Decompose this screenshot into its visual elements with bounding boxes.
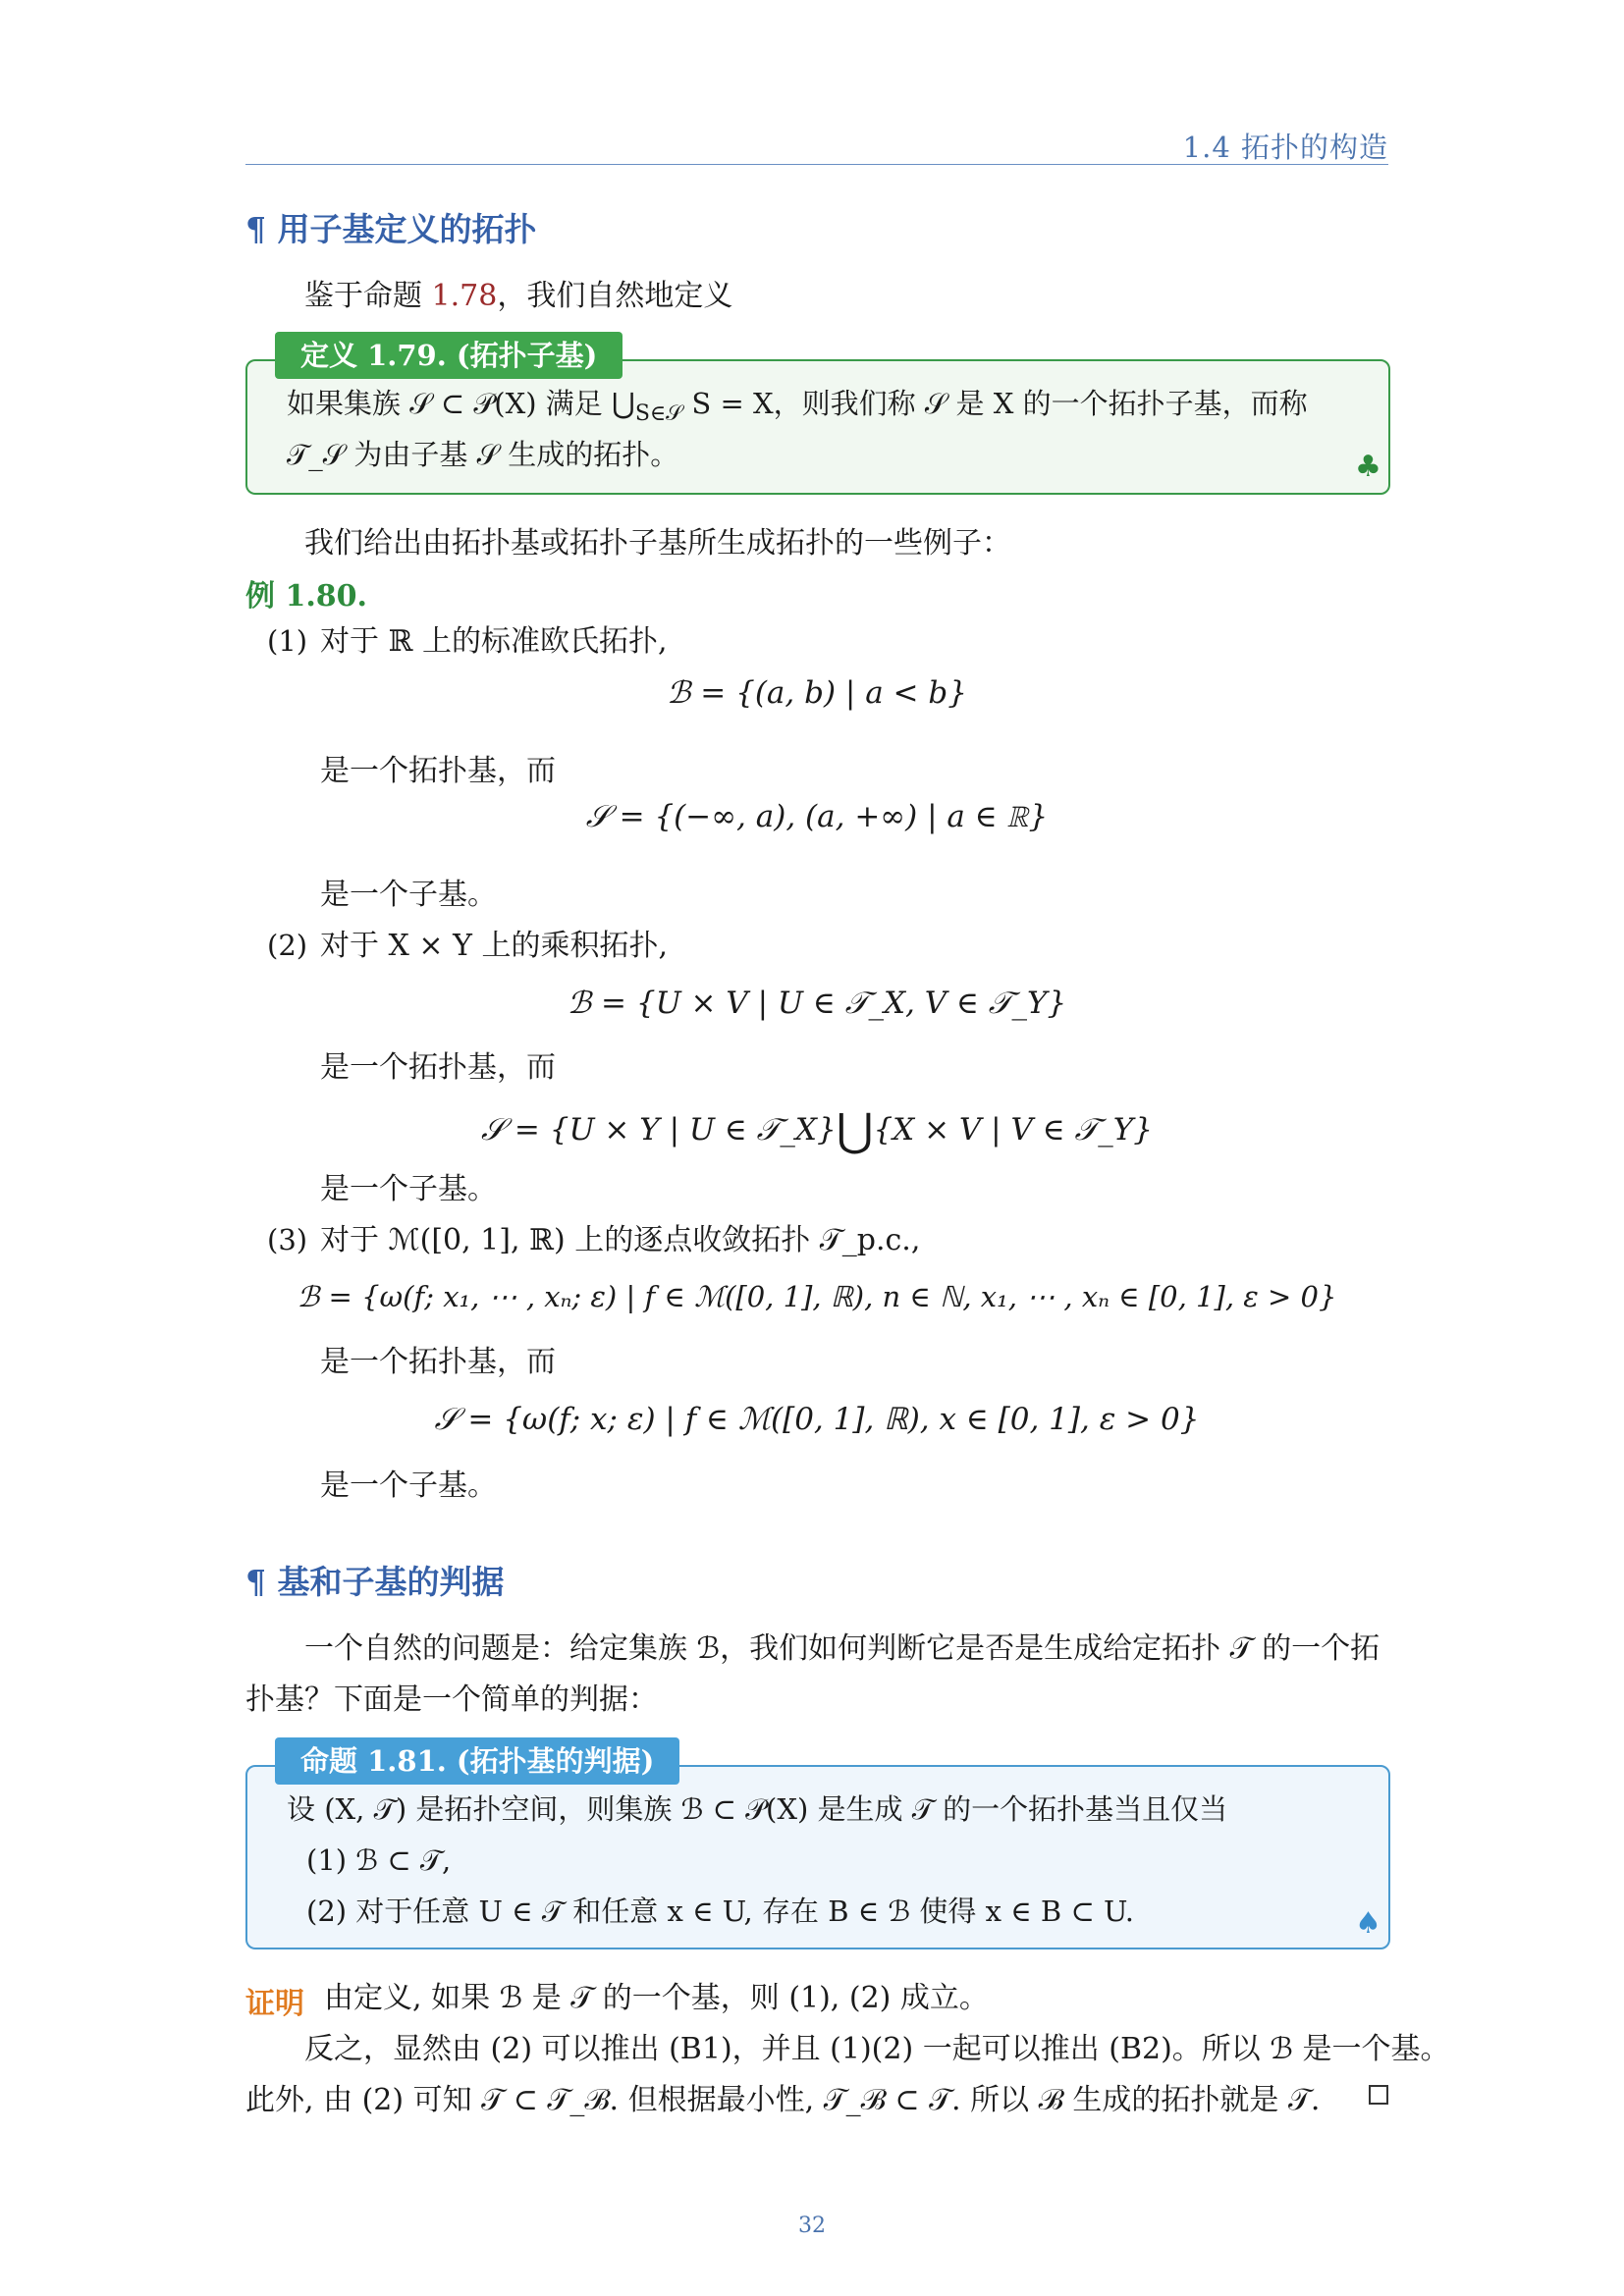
item-number-2: (2) bbox=[267, 929, 308, 962]
example-title: 例 1.80. bbox=[245, 579, 367, 614]
math-subbase-product-b: {X × V | V ∈ 𝒯_Y} bbox=[873, 1112, 1153, 1148]
math-subbase-pointwise: 𝒮 = {ω(f; x; ε) | f ∈ ℳ([0, 1], ℝ), x ∈ [0, 1], ε > 0} bbox=[434, 1402, 1200, 1437]
item-number-1: (1) bbox=[267, 624, 308, 658]
math-subbase-reals: 𝒮 = {(−∞, a), (a, +∞) | a ∈ ℝ} bbox=[585, 799, 1049, 834]
math-base-product: ℬ = {U × V | U ∈ 𝒯_X, V ∈ 𝒯_Y} bbox=[567, 986, 1067, 1021]
def-sub: S∈𝒮 bbox=[634, 400, 683, 426]
proposition-tab: 命题 1.81. (拓扑基的判据) bbox=[275, 1737, 679, 1785]
section-title-criteria: ¶ 基和子基的判据 bbox=[245, 1563, 505, 1601]
section-title-subbase: ¶ 用子基定义的拓扑 bbox=[245, 210, 537, 248]
ref-link-1-78[interactable]: 1.78 bbox=[431, 279, 498, 313]
item-2-sub-text: 是一个子基。 bbox=[320, 1172, 497, 1206]
proposition-line-1: 设 (X, 𝒯) 是拓扑空间，则集族 ℬ ⊂ 𝒫(X) 是生成 𝒯 的一个拓扑基当且仅当 bbox=[287, 1792, 1228, 1826]
examples-lead: 我们给出由拓扑基或拓扑子基所生成拓扑的一些例子： bbox=[304, 526, 1011, 561]
header-rule bbox=[245, 164, 1388, 165]
item-3-text: 对于 ℳ([0, 1], ℝ) 上的逐点收敛拓扑 𝒯_p.c., bbox=[320, 1223, 921, 1257]
item-1-base-text: 是一个拓扑基，而 bbox=[320, 754, 556, 788]
intro-text: 鉴于命题 bbox=[304, 279, 432, 313]
criteria-paragraph-line-2: 扑基？下面是一个简单的判据： bbox=[245, 1682, 658, 1717]
intro-paragraph bbox=[304, 271, 732, 322]
qed-box-icon bbox=[1369, 2085, 1388, 2105]
item-3-base-text: 是一个拓扑基，而 bbox=[320, 1345, 556, 1379]
item-1-sub-text: 是一个子基。 bbox=[320, 878, 497, 912]
proposition-condition-2: (2) 对于任意 U ∈ 𝒯 和任意 x ∈ U, 存在 B ∈ ℬ 使得 x ∈ B ⊂ U. bbox=[306, 1895, 1134, 1928]
intro-text-end: ，我们自然地定义 bbox=[497, 279, 733, 313]
item-2-base-text: 是一个拓扑基，而 bbox=[320, 1050, 556, 1085]
item-2-text: 对于 X × Y 上的乘积拓扑, bbox=[320, 929, 668, 963]
def-text-b: S = X，则我们称 𝒮 是 X 的一个拓扑子基，而称 bbox=[682, 387, 1308, 420]
math-subbase-product bbox=[245, 1103, 1388, 1156]
item-1-text: 对于 ℝ 上的标准欧氏拓扑, bbox=[320, 624, 668, 659]
def-text-a: 如果集族 𝒮 ⊂ 𝒫(X) 满足 ⋃ bbox=[287, 387, 635, 420]
page-number: 32 bbox=[798, 2214, 826, 2238]
club-icon: ♣ bbox=[1355, 450, 1381, 484]
proof-line-2: 反之，显然由 (2) 可以推出 (B1)，并且 (1)(2) 一起可以推出 (B2)。所以 ℬ 是一个基。 bbox=[304, 2032, 1450, 2066]
running-header: 1.4 拓扑的构造 bbox=[1182, 131, 1388, 164]
spade-icon: ♠ bbox=[1355, 1906, 1381, 1941]
criteria-paragraph-line-1: 一个自然的问题是：给定集族 ℬ，我们如何判断它是否是生成给定拓扑 𝒯 的一个拓 bbox=[304, 1631, 1380, 1666]
item-3-sub-text: 是一个子基。 bbox=[320, 1468, 497, 1503]
proof-line-3: 此外, 由 (2) 可知 𝒯 ⊂ 𝒯_ℬ. 但根据最小性, 𝒯_ℬ ⊂ 𝒯. 所以 ℬ 生成的拓扑就是 𝒯. bbox=[245, 2083, 1321, 2117]
proof-label: 证明 bbox=[245, 1987, 304, 2021]
item-number-3: (3) bbox=[267, 1223, 308, 1256]
definition-tab: 定义 1.79. (拓扑子基) bbox=[275, 332, 623, 379]
math-base-reals: ℬ = {(a, b) | a < b} bbox=[667, 675, 967, 711]
proposition-condition-1: (1) ℬ ⊂ 𝒯, bbox=[306, 1843, 452, 1877]
big-union-symbol: ⋃ bbox=[836, 1103, 874, 1156]
math-base-pointwise: ℬ = {ω(f; x₁, ⋯ , xₙ; ε) | f ∈ ℳ([0, 1], ℝ), n ∈ ℕ, x₁, ⋯ , xₙ ∈ [0, 1], ε > 0} bbox=[297, 1280, 1337, 1313]
proof-line-1: 由定义, 如果 ℬ 是 𝒯 的一个基，则 (1), (2) 成立。 bbox=[324, 1981, 989, 2015]
math-subbase-product-a: 𝒮 = {U × Y | U ∈ 𝒯_X} bbox=[481, 1112, 837, 1148]
definition-line-2: 𝒯_𝒮 为由子基 𝒮 生成的拓扑。 bbox=[287, 438, 679, 471]
